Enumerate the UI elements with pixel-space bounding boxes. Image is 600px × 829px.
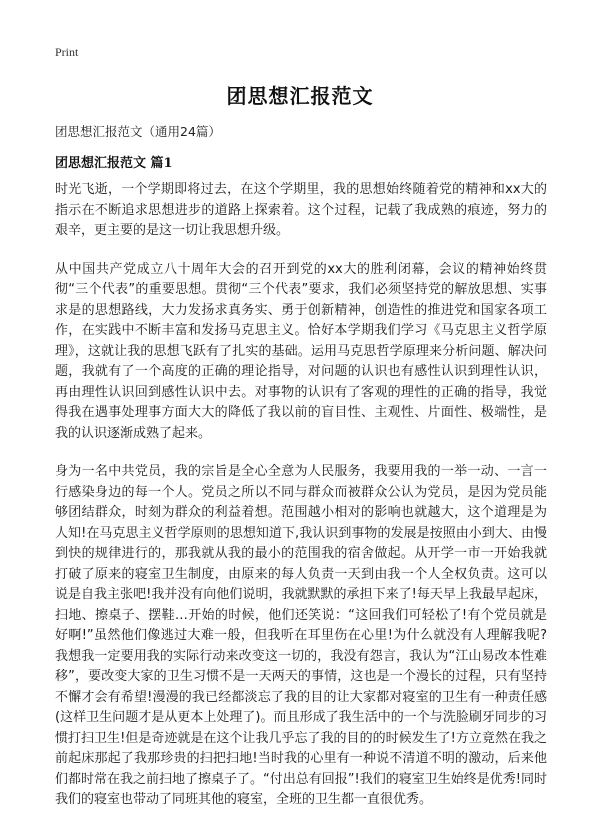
print-label: Print — [55, 45, 79, 59]
paragraph-3: 身为一名中共党员，我的宗旨是全心全意为人民服务，我要用我的一举一动、一言一行感染身边的每一个人。党员之所以不同与群众而被群众公认为党员，是因为党员能够团结群众，时刻为群众的利益着想。范围越小相对的影响也就越大，这个道理是为人知!在马克思主义哲学原则的思想知道下,我认识到事物的发展是按照由小到大、由慢到快的规律进行的，那我就从我的最小的范围我的宿舍做起。从开学一市一开始我就打破了原来的寝室卫生制度，由原来的每人负责一天到由我一个人全权负责。这可以说是自我主张吧!我并没有向他们说明，我就默默的承担下来了!每天早上我最早起床，扫地、擦桌子、摆鞋…开始的时候，他们还笑说：“这回我们可轻松了!有个党员就是好啊!”虽然他们像逃过大难一般，但我听在耳里伤在心里!为什么就没有人理解我呢?我想我一定要用我的实际行动来改变这一切的，我没有怨言，我认为“江山易改本性难移”，要改变大家的卫生习惯不是一天两天的事情，这也是一个漫长的过程，只有坚持不懈才会有希望!漫漫的我已经都淡忘了我的目的让大家都对寝室的卫生有一种责任感(这样卫生问题才是从更本上处理了)。而且形成了我生活中的一个与洗脸刷牙同步的习惯打扫卫生!但是奇迹就是在这个让我几乎忘了我的目的的时候发生了!方立竟然在我之前起床那起了我那珍贵的扫把扫地!当时我的心里有一种说不清道不明的激动，后来他们都时常在我之前扫地了擦桌子了。“付出总有回报”!我们的寝室卫生始终是优秀!同时我们的寝室也带动了同班其他的寝室，全班的卫生都一直很优秀。 — [55, 464, 547, 807]
article-body — [55, 180, 547, 829]
paragraph-1: 时光飞逝，一个学期即将过去，在这个学期里，我的思想始终随着党的精神和xx大的指示在不断追求思想进步的道路上探索着。这个过程，记载了我成熟的痕迹，努力的艰辛，更主要的是这一切让我思想升级。 — [55, 182, 547, 238]
section-heading: 团思想汇报范文 篇1 — [55, 156, 173, 171]
paragraph-2: 从中国共产党成立八十周年大会的召开到党的xx大的胜利闭幕，会议的精神始终贯彻“三个代表”的重要思想。贯彻“三个代表”要求，我们必须坚持党的解放思想、实事求是的思想路线，大力发扬求真务实、勇于创新精神，创造性的推进党和国家各项工作，在实践中不断丰富和发扬马克思主义。恰好本学期我们学习《马克思主义哲学原理》，这就让我的思想飞跃有了扎实的基础。运用马克思哲学原理来分析问题、解决问题，我就有了一个高度的正确的理论指导，对问题的认识也有感性认识到理性认识，再由理性认识回到感性认识中去。对事物的认识有了客观的理性的正确的指导，我觉得我在遇事处理事方面大大的降低了我以前的盲目性、主观性、片面性、极端性，是我的认识逐渐成熟了起来。 — [55, 261, 547, 441]
document-subtitle: 团思想汇报范文（通用24篇） — [55, 124, 221, 139]
document-title: 团思想汇报范文 — [226, 84, 374, 108]
